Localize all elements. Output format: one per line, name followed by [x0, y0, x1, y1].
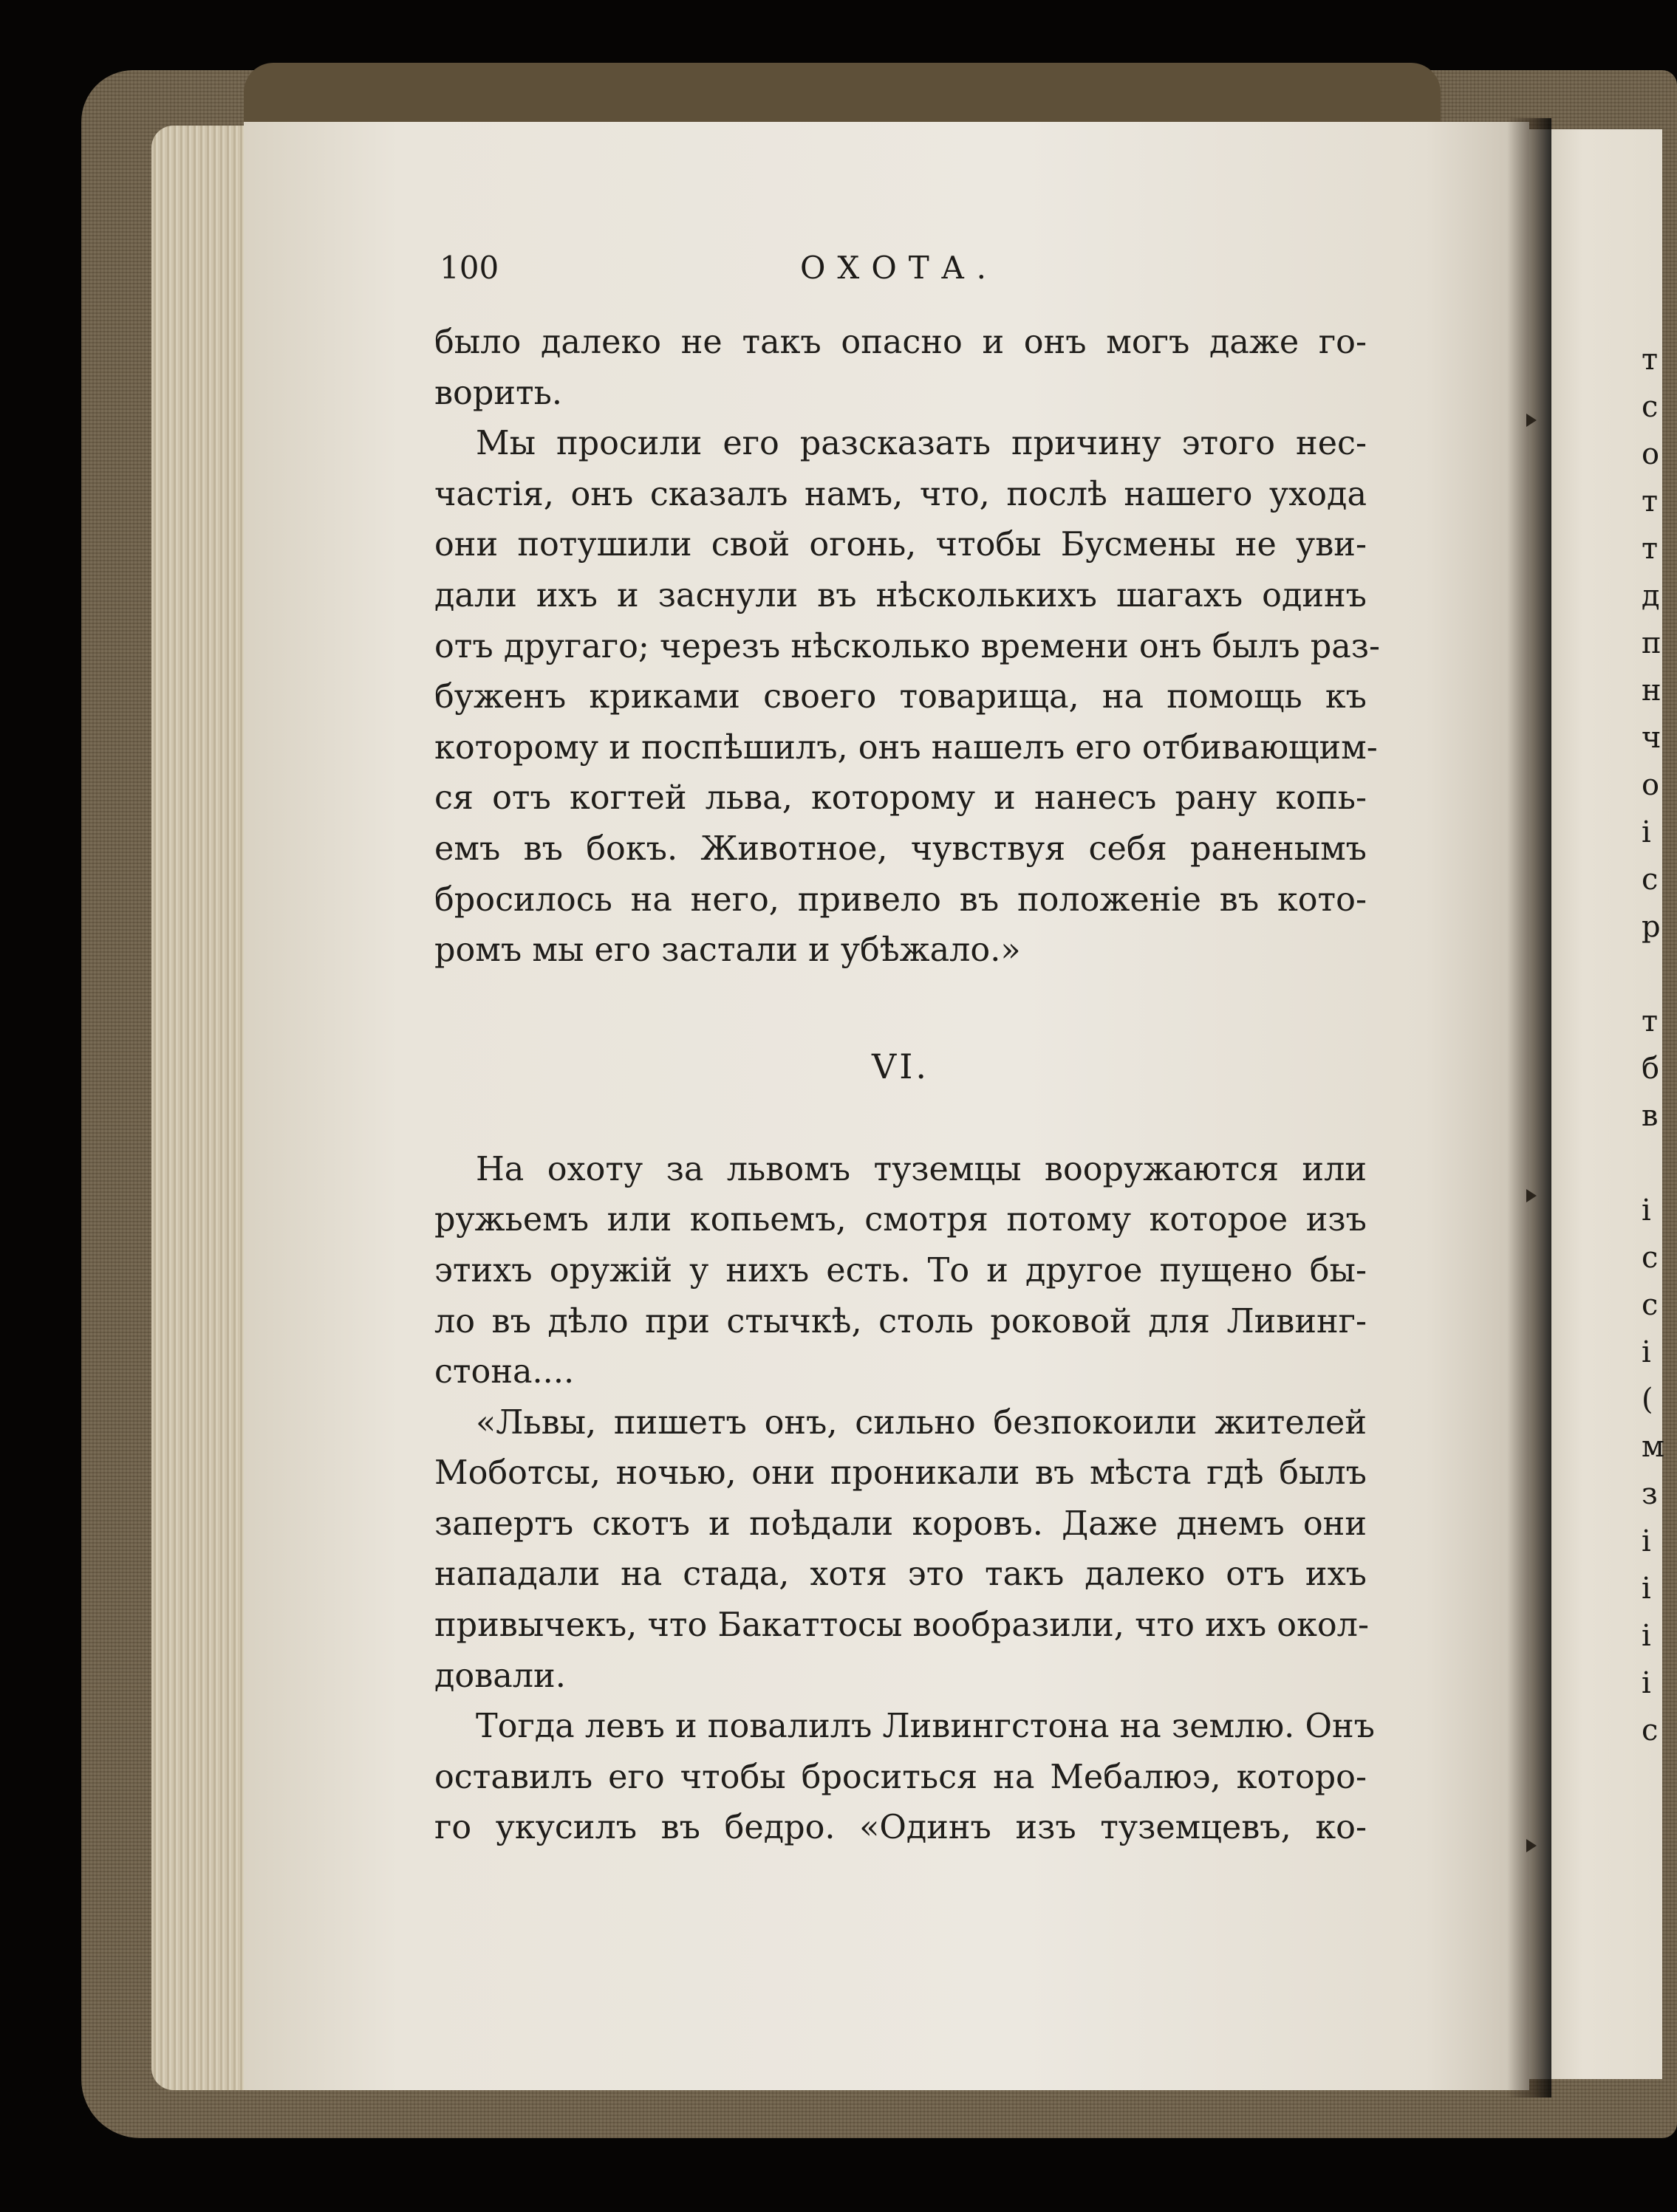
facing-letter: с — [1642, 1288, 1659, 1322]
text-line: ружьемъ или копьемъ, смотря потому которое изъ — [434, 1201, 1367, 1239]
facing-letter: р — [1642, 910, 1661, 944]
paragraph — [434, 1145, 1367, 1398]
facing-page-text-fragment — [1642, 336, 1664, 1754]
facing-letter: ( — [1642, 1383, 1653, 1417]
text-line: нападали на стада, хотя это такъ далеко отъ ихъ — [434, 1555, 1367, 1594]
text-line: го укусилъ въ бедро. «Одинъ изъ туземцевъ, ко- — [434, 1809, 1367, 1847]
facing-letter: в — [1642, 1099, 1659, 1133]
facing-letter: о — [1642, 768, 1660, 802]
page-body — [434, 318, 1381, 1854]
facing-letter: і — [1642, 1335, 1651, 1369]
facing-letter: і — [1642, 1619, 1651, 1653]
text-line: На охоту за львомъ туземцы вооружаются или — [476, 1150, 1367, 1188]
text-line: было далеко не такъ опасно и онъ могъ даже го- — [434, 323, 1367, 361]
binding-stitch-icon — [1526, 414, 1537, 427]
text-line: ся отъ когтей льва, которому и нанесъ рану копь- — [434, 779, 1367, 818]
text-line: ло въ дѣло при стычкѣ, столь роковой для Ливинг- — [434, 1302, 1367, 1340]
facing-letter — [1642, 1140, 1664, 1187]
paragraph-continued — [434, 318, 1367, 419]
text-line: оставилъ его чтобы броситься на Мебалюэ, которо- — [434, 1758, 1367, 1796]
text-line: отъ другаго; черезъ нѣсколько времени онъ былъ раз- — [434, 627, 1381, 665]
text-line: «Львы, пишетъ онъ, сильно безпокоили жителей — [476, 1403, 1367, 1442]
facing-letter: с — [1642, 863, 1659, 897]
facing-letter: з — [1642, 1477, 1658, 1511]
facing-letter: і — [1642, 1194, 1651, 1227]
text-line: частія, онъ сказалъ намъ, что, послѣ нашего ухода — [434, 475, 1367, 513]
text-line: довали. — [434, 1657, 566, 1695]
text-line: этихъ оружій у нихъ есть. То и другое пущено бы- — [434, 1251, 1367, 1290]
page-header — [440, 250, 1370, 294]
facing-letter: с — [1642, 1713, 1659, 1747]
facing-letter: б — [1642, 1052, 1660, 1086]
text-line: запертъ скотъ и поѣдали коровъ. Даже днемъ они — [434, 1504, 1367, 1543]
text-line: буженъ криками своего товарища, на помощь къ — [434, 678, 1367, 716]
binding-stitch-icon — [1526, 1189, 1537, 1202]
text-line: ворить. — [434, 374, 562, 412]
page-number: 100 — [440, 250, 499, 286]
text-line: которому и поспѣшилъ, онъ нашелъ его отбивающим- — [434, 728, 1378, 767]
facing-letter: м — [1642, 1430, 1665, 1464]
text-line: Мы просили его разсказать причину этого нес- — [476, 425, 1367, 463]
text-line: Моботсы, ночью, они проникали въ мѣста гдѣ былъ — [434, 1454, 1367, 1493]
facing-letter: с — [1642, 390, 1659, 424]
text-line: они потушили свой огонь, чтобы Бусмены не уви- — [434, 526, 1367, 564]
cover-top-fold — [244, 63, 1441, 122]
text-line: бросилось на него, привело въ положеніе въ кото- — [434, 880, 1367, 919]
text-line: ромъ мы его застали и убѣжало.» — [434, 931, 1021, 970]
page-edges — [151, 126, 255, 2090]
text-line: привычекъ, что Бакаттосы вообразили, что ихъ окол- — [434, 1606, 1369, 1645]
paragraph — [434, 1702, 1375, 1854]
facing-letter: і — [1642, 1524, 1651, 1558]
binding-stitch-icon — [1526, 1839, 1537, 1852]
text-line: емъ въ бокъ. Животное, чувствуя себя раненымъ — [434, 829, 1367, 868]
paragraph — [434, 1398, 1367, 1702]
facing-letter — [1642, 951, 1664, 998]
facing-letter: т — [1642, 343, 1659, 377]
facing-letter: с — [1642, 1241, 1659, 1275]
paragraph — [434, 419, 1381, 976]
chapter-heading: VI. — [871, 1046, 929, 1086]
facing-letter: і — [1642, 1666, 1651, 1700]
text-line: Тогда левъ и повалилъ Ливингстона на землю. Онъ — [476, 1708, 1375, 1746]
running-head: ОХОТА. — [800, 250, 998, 286]
facing-letter: ч — [1642, 721, 1661, 755]
facing-letter: і — [1642, 815, 1651, 849]
text-line: стона.... — [434, 1353, 575, 1391]
facing-letter: т — [1642, 532, 1659, 566]
facing-letter: н — [1642, 674, 1661, 708]
facing-letter: о — [1642, 437, 1660, 471]
facing-letter: д — [1642, 579, 1660, 613]
facing-letter: т — [1642, 1004, 1659, 1038]
facing-letter: і — [1642, 1572, 1651, 1606]
facing-letter: т — [1642, 484, 1659, 518]
text-line: дали ихъ и заснули въ нѣсколькихъ шагахъ одинъ — [434, 576, 1367, 614]
facing-letter: п — [1642, 626, 1661, 660]
